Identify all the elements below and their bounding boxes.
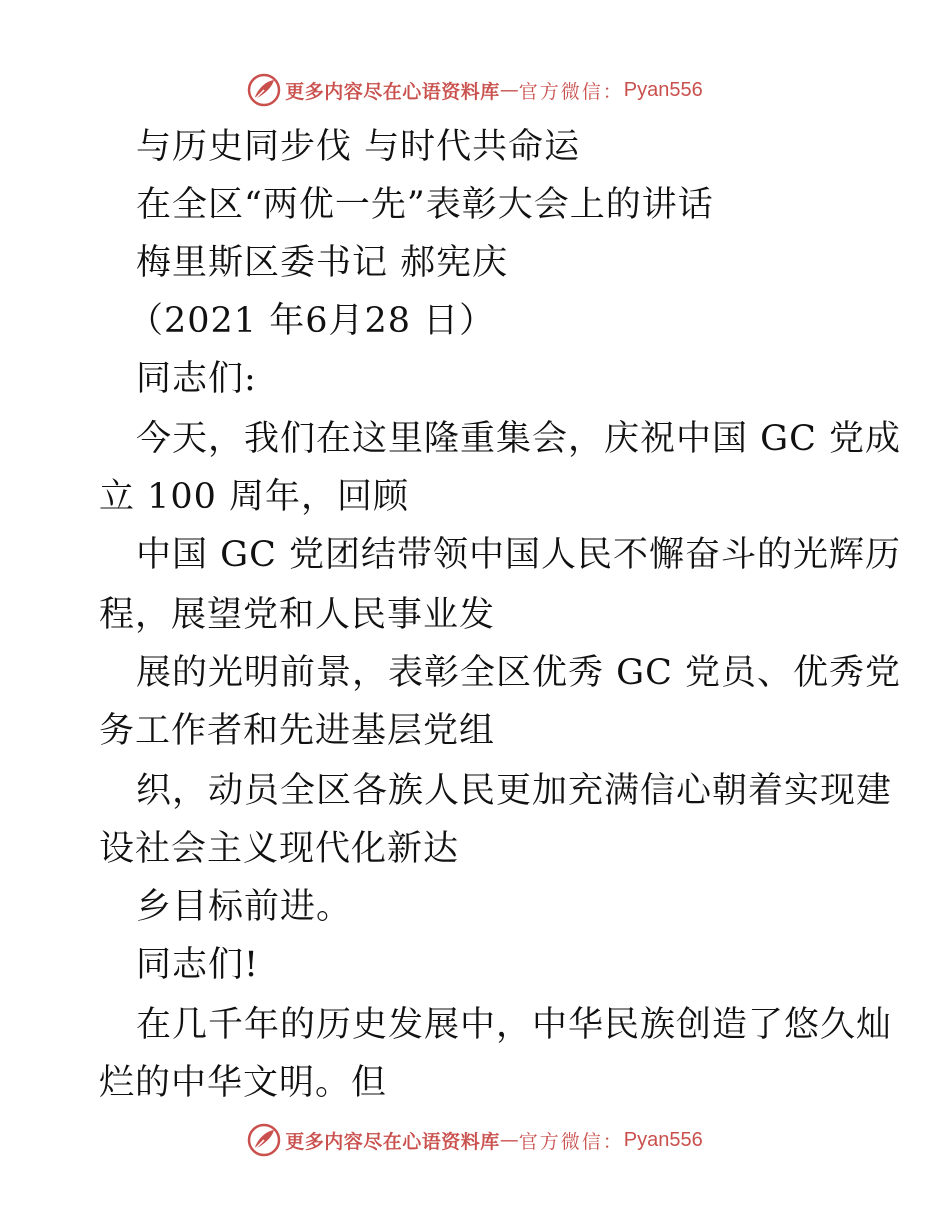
header-banner: [0, 70, 950, 110]
body-line: 今天，我们在这里隆重集会，庆祝中国 GC 党成: [136, 419, 901, 459]
speaker-line: 梅里斯区委书记 郝宪庆: [136, 243, 509, 283]
banner-brand: 更多内容尽在心语资料库: [285, 80, 500, 103]
banner-contact-id: Pyan556: [623, 1128, 703, 1151]
footer-banner: [0, 1120, 950, 1160]
body-line: 立 100 周年，回顾: [99, 477, 410, 517]
banner-separator: —: [499, 79, 519, 101]
body-line: 务工作者和先进基层党组: [99, 711, 496, 751]
banner-contact-label: 官方微信：: [518, 80, 624, 103]
quill-logo-icon: [247, 1123, 281, 1157]
speech-subtitle: 在全区“两优一先”表彰大会上的讲话: [136, 185, 714, 225]
body-line: 织，动员全区各族人民更加充满信心朝着实现建: [136, 771, 893, 811]
banner-contact-id: Pyan556: [623, 78, 703, 101]
body-line: 中国 GC 党团结带领中国人民不懈奋斗的光辉历: [136, 535, 901, 575]
body-line: 程，展望党和人民事业发: [99, 595, 496, 635]
body-line: 设社会主义现代化新达: [99, 829, 460, 869]
speech-title: 与历史同步伐 与时代共命运: [136, 127, 581, 167]
salutation: 同志们:: [136, 359, 257, 399]
salutation: 同志们!: [136, 945, 260, 985]
banner-contact-label: 官方微信：: [518, 1130, 624, 1153]
quill-logo-icon: [247, 73, 281, 107]
banner-separator: —: [499, 1129, 519, 1151]
date-line: （2021 年6月28 日）: [128, 301, 496, 341]
body-line: 展的光明前景，表彰全区优秀 GC 党员、优秀党: [136, 653, 901, 693]
body-line: 在几千年的历史发展中，中华民族创造了悠久灿: [136, 1005, 893, 1045]
body-line: 乡目标前进。: [136, 887, 353, 927]
banner-brand: 更多内容尽在心语资料库: [285, 1130, 500, 1153]
body-line: 烂的中华文明。但: [99, 1063, 388, 1103]
